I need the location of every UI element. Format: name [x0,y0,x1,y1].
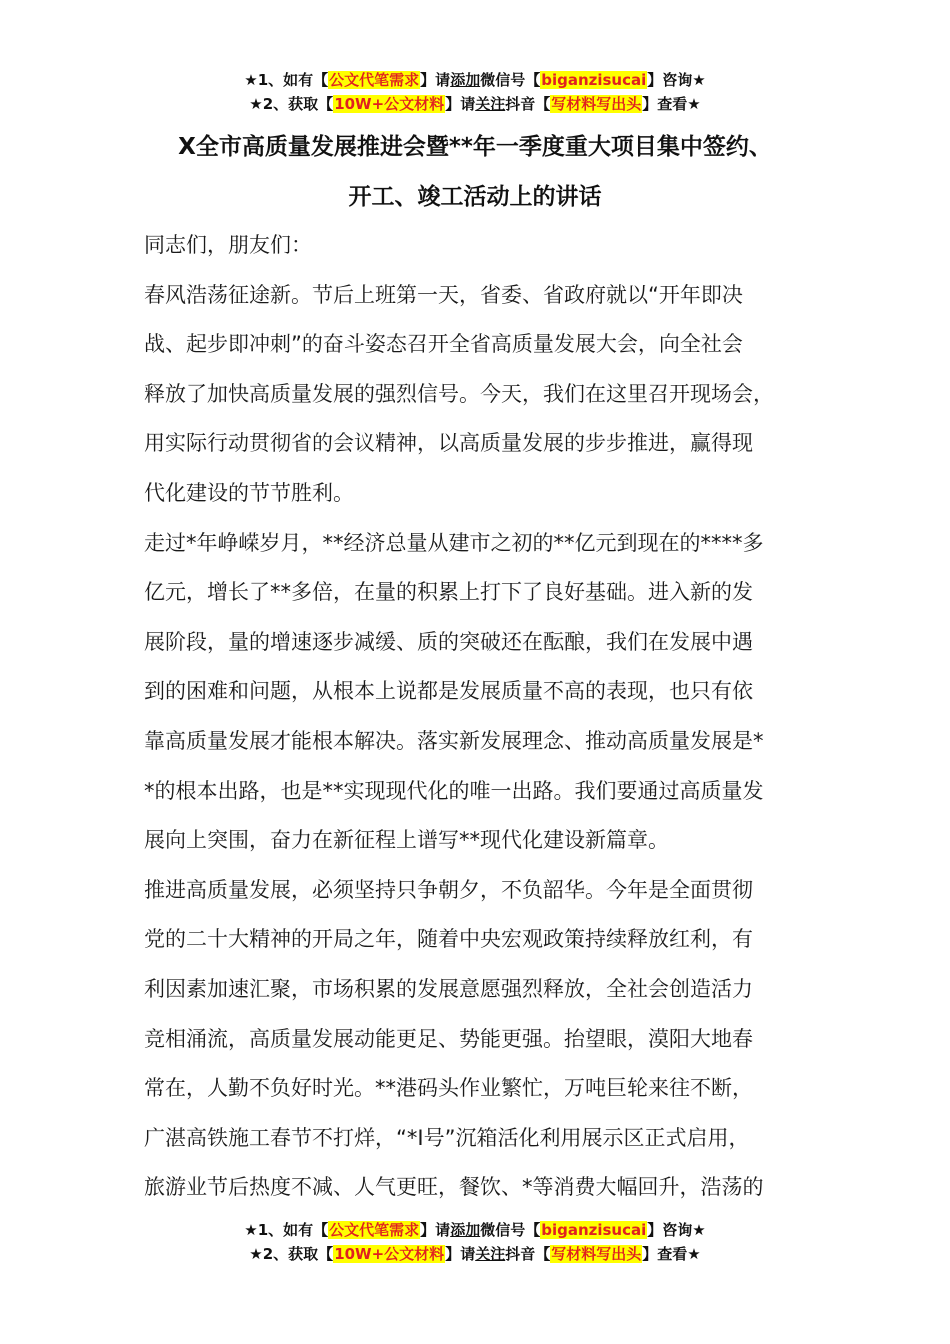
promo-banner-bottom [0,1218,950,1266]
body-line: 展阶段，量的增速逐步减缓、质的突破还在酝酿，我们在发展中遇 [144,629,753,654]
promo-highlight: biganzisucai [541,71,647,89]
document-title [0,122,950,222]
body-line: 释放了加快高质量发展的强烈信号。今天，我们在这里召开现场会， [144,381,774,406]
promo-highlight: 10W+公文材料 [334,1245,445,1263]
promo-highlight: 写材料写出头 [551,1245,642,1263]
promo-highlight: 10W+公文材料 [334,95,445,113]
promo-line-2: ★2、获取【10W+公文材料】请关注抖音【写材料写出头】查看★ [249,1245,701,1263]
body-line: 党的二十大精神的开局之年，随着中央宏观政策持续释放红利，有 [144,927,753,952]
body-line: 代化建设的节节胜利。 [144,480,354,505]
document-body [144,221,834,1213]
body-line: 亿元，增长了**多倍，在量的积累上打下了良好基础。进入新的发 [144,580,753,605]
promo-line-1: ★1、如有【公文代笔需求】请添加微信号【biganzisucai】咨询★ [244,71,706,89]
body-line: 利因素加速汇聚，市场积累的发展意愿强烈释放，全社会创造活力 [144,976,753,1001]
body-line: 广湛高铁施工春节不打烊，“*I号”沉箱活化利用展示区正式启用， [144,1125,750,1150]
promo-line-2: ★2、获取【10W+公文材料】请关注抖音【写材料写出头】查看★ [249,95,701,113]
body-line: 旅游业节后热度不减、人气更旺，餐饮、*等消费大幅回升，浩荡的 [144,1175,764,1200]
body-line: *的根本出路，也是**实现现代化的唯一出路。我们要通过高质量发 [144,778,764,803]
title-line-2: 开工、竣工活动上的讲话 [348,184,602,210]
body-line: 用实际行动贯彻省的会议精神，以高质量发展的步步推进，赢得现 [144,431,753,456]
body-line: 常在，人勤不负好时光。**港码头作业繁忙，万吨巨轮来往不断， [144,1076,753,1101]
promo-highlight: 公文代笔需求 [329,1221,420,1239]
body-line: 同志们，朋友们： [144,233,312,257]
body-line: 靠高质量发展才能根本解决。落实新发展理念、推动高质量发展是* [144,728,764,753]
body-line: 走过*年峥嵘岁月，**经济总量从建市之初的**亿元到现在的****多 [144,530,764,555]
body-line: 到的困难和问题，从根本上说都是发展质量不高的表现，也只有依 [144,679,753,704]
body-line: 推进高质量发展，必须坚持只争朝夕，不负韶华。今年是全面贯彻 [144,877,753,902]
body-line: 展向上突围，奋力在新征程上谱写**现代化建设新篇章。 [144,828,669,853]
promo-highlight: biganzisucai [541,1221,647,1239]
title-line-1: X全市高质量发展推进会暨**年一季度重大项目集中签约、 [178,134,772,160]
body-line: 竞相涌流，高质量发展动能更足、势能更强。抬望眼，漠阳大地春 [144,1026,753,1051]
promo-banner-top [0,68,950,116]
body-line: 战、起步即冲刺”的奋斗姿态召开全省高质量发展大会，向全社会 [144,332,743,357]
promo-highlight: 公文代笔需求 [329,71,420,89]
promo-highlight: 写材料写出头 [551,95,642,113]
promo-line-1: ★1、如有【公文代笔需求】请添加微信号【biganzisucai】咨询★ [244,1221,706,1239]
body-line: 春风浩荡征途新。节后上班第一天，省委、省政府就以“开年即决 [144,282,743,307]
